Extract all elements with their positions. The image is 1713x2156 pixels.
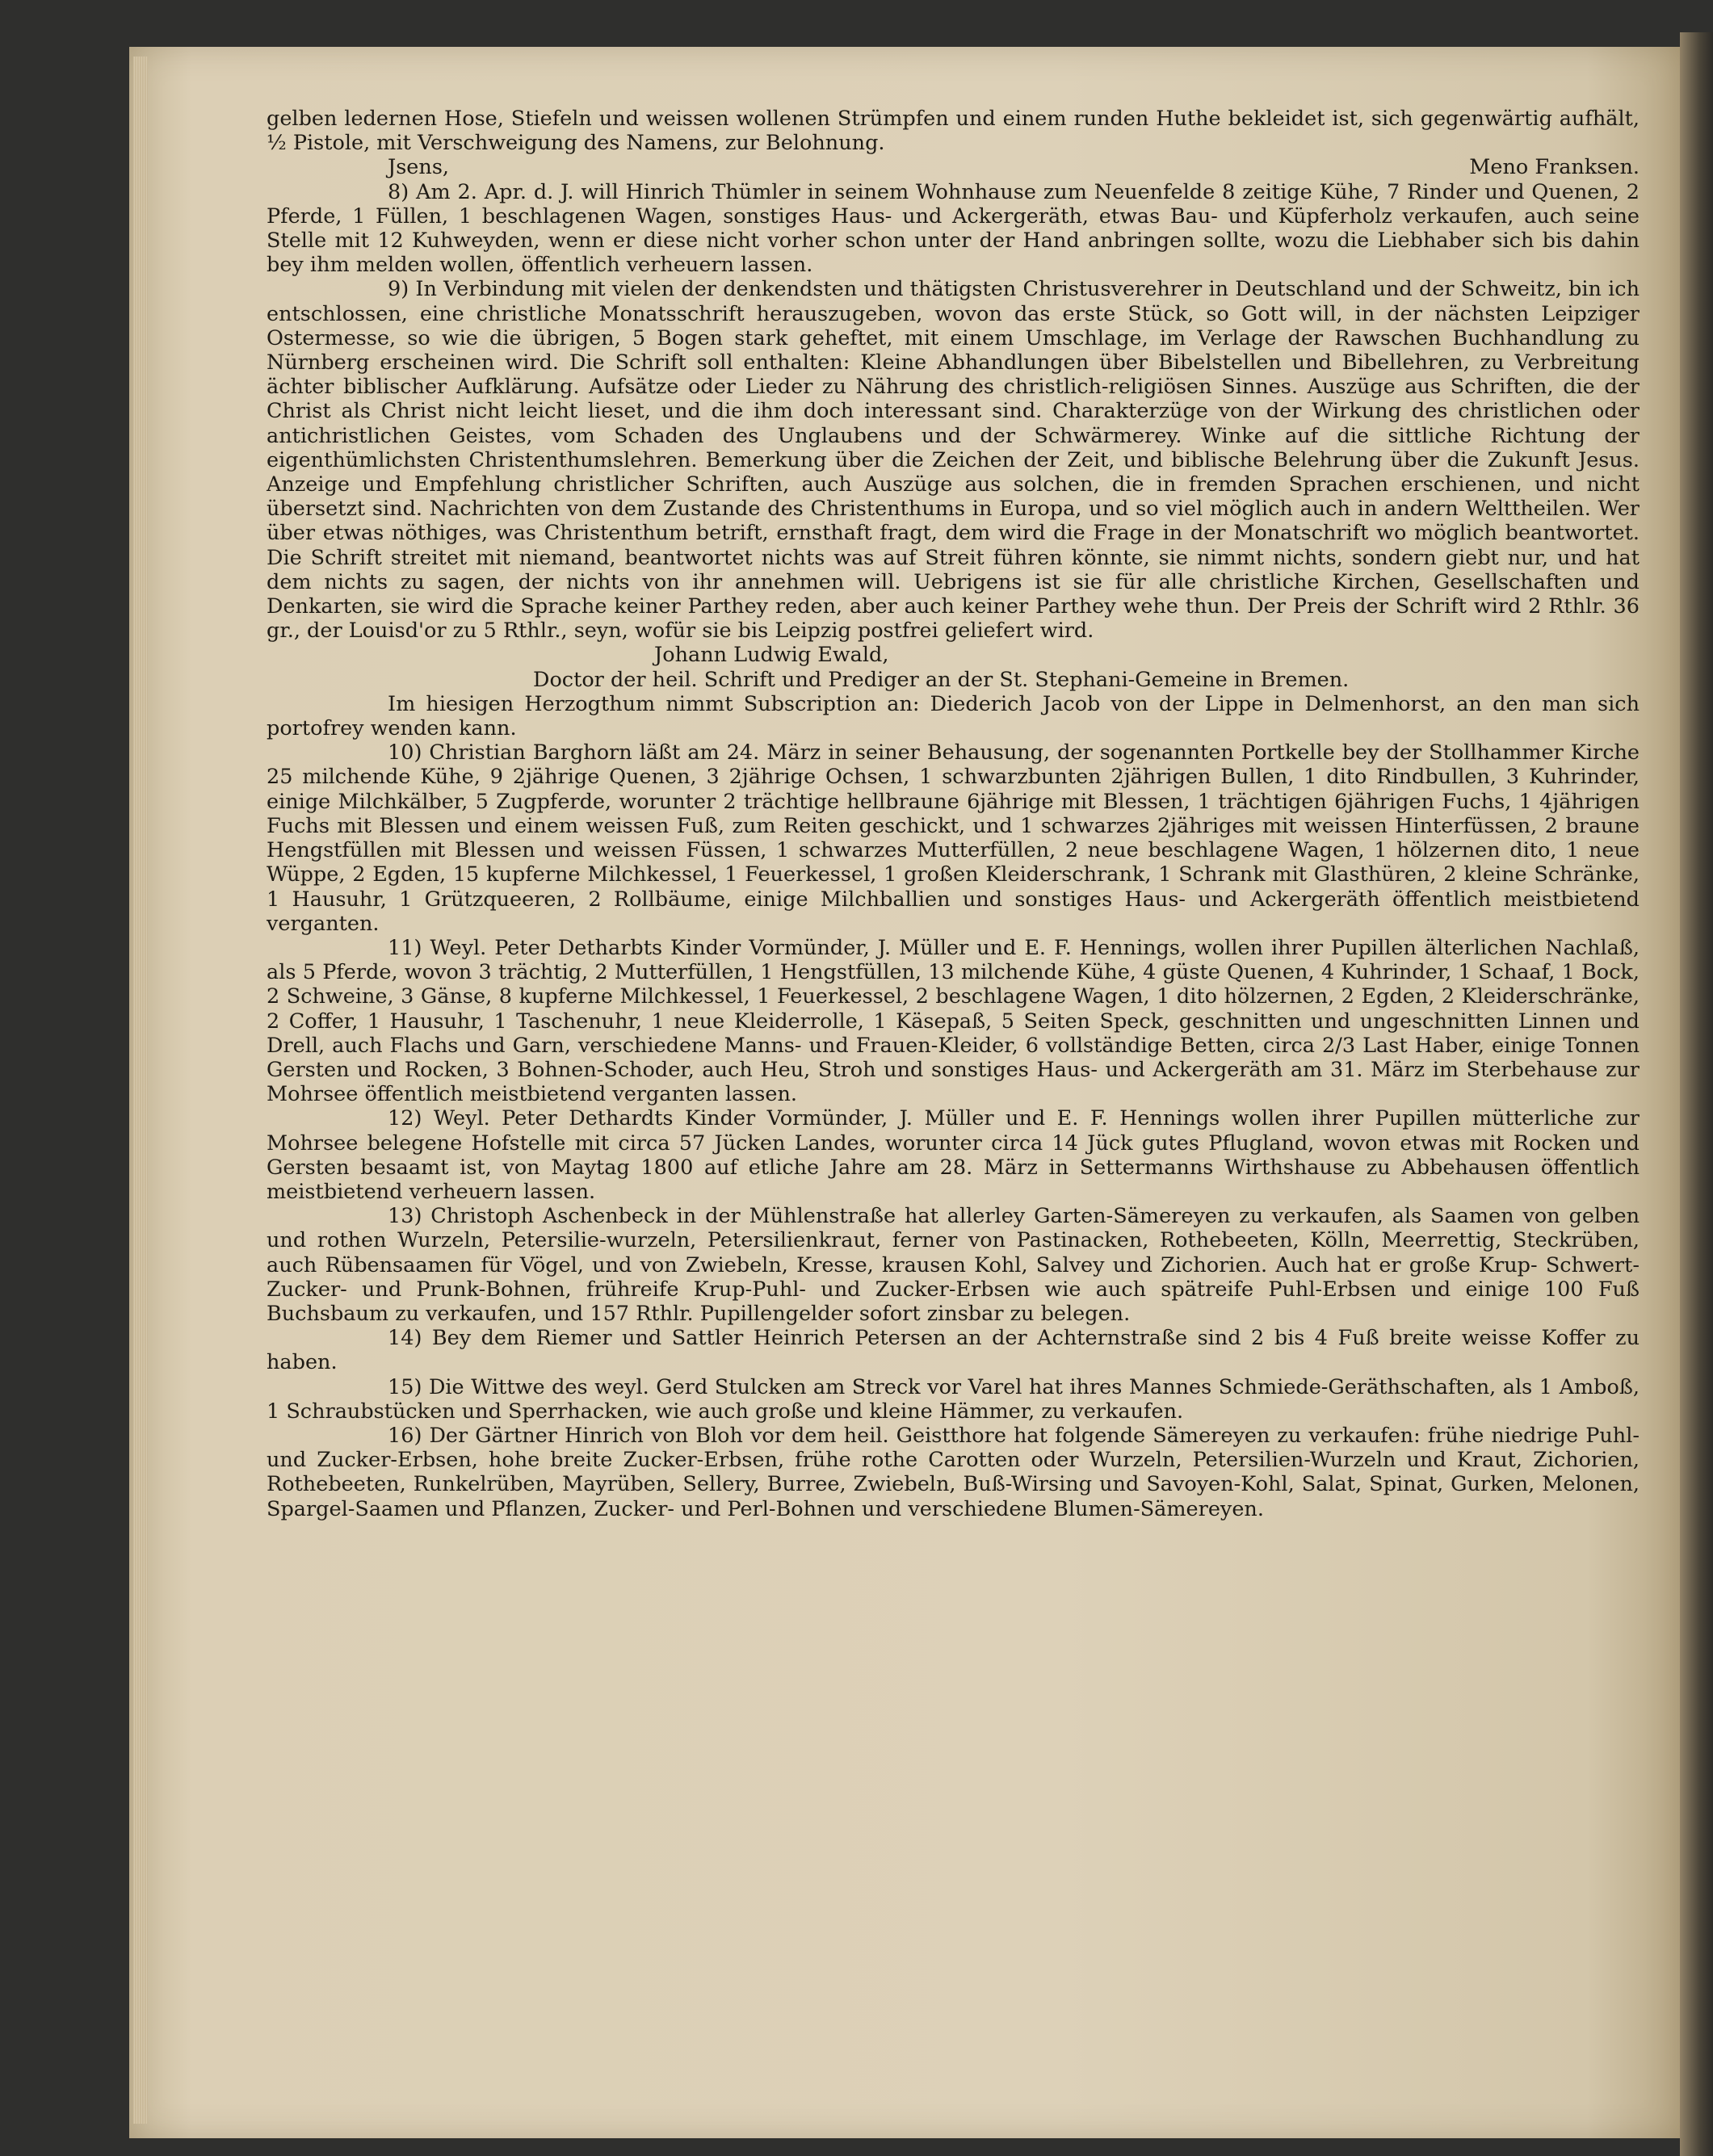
paragraph-8: 8) Am 2. Apr. d. J. will Hinrich Thümler in seinem Wohnhause zum Neuenfelde 8 zeitige Kühe, 7 Rinder und Quenen, 2 Pferde, 1 Füllen, 1 beschlagenen Wagen, sonstiges Haus- und Ackergeräth, etwas Bau- und Küpferholz verkaufen, auch seine Stelle mit 12 Kuhweyden, wenn er diese nicht vorher schon unter der Hand anbringen sollte, wozu die Liebhaber sich bis dahin bey ihm melden wollen, öffentlich verheuern lassen. [267,179,1640,278]
paragraph-12: 12) Weyl. Peter Dethardts Kinder Vormünder, J. Müller und E. F. Hennings wollen ihrer Pupillen mütterliche zur Mohrsee belegene Hofstelle mit circa 57 Jücken Landes, worunter circa 14 Jück gutes Pflugland, wovon etwas mit Rocken und Gersten besaamt ist, von Maytag 1800 auf etliche Jahre am 28. März in Settermanns Wirthshause zu Abbehausen öffentlich meistbietend verheuern lassen. [267,1106,1640,1204]
paragraph-11: 11) Weyl. Peter Detharbts Kinder Vormünder, J. Müller und E. F. Hennings, wollen ihrer Pupillen älterlichen Nachlaß, als 5 Pferde, wovon 3 trächtig, 2 Mutterfüllen, 1 Hengstfüllen, 13 milchende Kühe, 4 güste Quenen, 4 Kuhrinder, 1 Schaaf, 1 Bock, 2 Schweine, 3 Gänse, 8 kupferne Milchkessel, 1 Feuerkessel, 2 beschlagene Wagen, 1 dito hölzernen, 2 Egden, 2 Kleiderschränke, 2 Coffer, 1 Hausuhr, 1 Taschenuhr, 1 neue Kleiderrolle, 1 Käsepaß, 5 Seiten Speck, geschnitten und ungeschnitten Linnen und Drell, auch Flachs und Garn, verschiedene Manns- und Frauen-Kleider, 6 vollständige Betten, circa 2/3 Last Haber, einige Tonnen Gersten und Rocken, 3 Bohnen-Schoder, auch Heu, Stroh und sonstiges Haus- und Ackergeräth am 31. März im Sterbehause zur Mohrsee öffentlich meistbietend verganten lassen. [267,935,1640,1107]
page-edges [133,57,148,2124]
signature-ewald: Johann Ludwig Ewald, [654,643,889,668]
binding-shadow [1680,32,1713,2156]
paragraph-14: 14) Bey dem Riemer und Sattler Heinrich Petersen an der Achternstraße sind 2 bis 4 Fuß breite weisse Koffer zu haben. [267,1326,1640,1375]
paragraph-15: 15) Die Wittwe des weyl. Gerd Stulcken am Streck vor Varel hat ihres Mannes Schmiede-Geräthschaften, als 1 Amboß, 1 Schraubstücken und Sperrhacken, wie auch große und kleine Hämmer, zu verkaufen. [267,1374,1640,1424]
paragraph-16: 16) Der Gärtner Hinrich von Bloh vor dem heil. Geistthore hat folgende Sämereyen zu verkaufen: frühe niedrige Puhl- und Zucker-Erbsen, hohe breite Zucker-Erbsen, frühe rothe Carotten oder Wurzeln, Petersilien-Wurzeln und Kraut, Zichorien, Rothebeeten, Runkelrüben, Mayrüben, Sellery, Burree, Zwiebeln, Buß-Wirsing und Savoyen-Kohl, Salat, Spinat, Gurken, Melonen, Spargel-Saamen und Pflanzen, Zucker- und Perl-Bohnen und verschiedene Blumen-Sämereyen. [267,1423,1640,1521]
signature-place: Jsens, [388,155,450,180]
signature-name: Meno Franksen. [1469,155,1640,180]
paragraph-9: 9) In Verbindung mit vielen der denkendsten und thätigsten Christusverehrer in Deutschland und der Schweitz, bin ich entschlossen, eine christliche Monatsschrift herauszugeben, wovon das erste Stück, so Gott will, in der nächsten Leipziger Ostermesse, so wie die übrigen, 5 Bogen stark geheftet, mit einem Umschlage, im Verlage der Rawschen Buchhandlung zu Nürnberg erscheinen wird. Die Schrift soll enthalten: Kleine Abhandlungen über Bibelstellen und Bibellehren, zu Verbreitung ächter biblischer Aufklärung. Aufsätze oder Lieder zu Nährung des christlich-religiösen Sinnes. Auszüge aus Schriften, die der Christ als Christ nicht leicht lieset, und die ihm doch interessant sind. Charakterzüge von der Wirkung des christlichen oder antichristlichen Geistes, vom Schaden des Unglaubens und der Schwärmerey. Winke auf die sittliche Richtung der eigenthümlichsten Christenthumslehren. Bemerkung über die Zeichen der Zeit, und biblische Belehrung über die Zukunft Jesus. Anzeige und Empfehlung christlicher Schriften, auch Auszüge aus solchen, die in fremden Sprachen erschienen, und nicht übersetzt sind. Nachrichten von dem Zustande des Christenthums in Europa, und so viel möglich auch in andern Welttheilen. Wer über etwas nöthiges, was Christenthum betrift, ernsthaft fragt, dem wird die Frage in der Monatschrift wo möglich beantwortet. Die Schrift streitet mit niemand, beantwortet nichts was auf Streit führen könnte, sie nimmt nichts, sondern giebt nur, und hat dem nichts zu sagen, der nichts von ihr annehmen will. Uebrigens ist sie für alle christliche Kirchen, Gesellschaften und Denkarten, sie wird die Sprache keiner Parthey reden, aber auch keiner Parthey wehe thun. Der Preis der Schrift wird 2 Rthlr. 36 gr., der Louisd'or zu 5 Rthlr., seyn, wofür sie bis Leipzig postfrei geliefert wird. [267,277,1640,644]
signature-title: Doctor der heil. Schrift und Prediger an der St. Stephani-Gemeine in Bremen. [533,667,1350,692]
paragraph-0: gelben ledernen Hose, Stiefeln und weissen wollenen Strümpfen und einem runden Huthe bekleidet ist, sich gegenwärtig aufhält, ½ Pistole, mit Verschweigung des Namens, zur Belohnung. [267,107,1640,156]
paragraph-10: 10) Christian Barghorn läßt am 24. März in seiner Behausung, der sogenannten Portkelle bey der Stollhammer Kirche 25 milchende Kühe, 9 2jährige Quenen, 3 2jährige Ochsen, 1 schwarzbunten 2jährigen Bullen, 1 dito Rindbullen, 3 Kuhrinder, einige Milchkälber, 5 Zugpferde, worunter 2 trächtige hellbraune 6jährige mit Blessen, 1 trächtigen 6jährigen Fuchs, 1 4jährigen Fuchs mit Blessen und einem weissen Fuß, zum Reiten geschickt, und 1 schwarzes 2jähriges mit weissen Hinterfüssen, 2 braune Hengstfüllen mit Blessen und weissen Füssen, 1 schwarzes Mutterfüllen, 2 neue beschlagene Wagen, 1 hölzernen dito, 1 neue Wüppe, 2 Egden, 15 kupferne Milchkessel, 1 Feuerkessel, 1 großen Kleiderschrank, 1 Schrank mit Glasthüren, 2 kleine Schränke, 1 Hausuhr, 1 Grützqueeren, 2 Rollbäume, einige Milchballien und sonstiges Haus- und Ackergeräth öffentlich meistbietend verganten. [267,740,1640,936]
signature-row-0 [267,155,1640,179]
paragraph-13: 13) Christoph Aschenbeck in der Mühlenstraße hat allerley Garten-Sämereyen zu verkaufen, als Saamen von gelben und rothen Wurzeln, Petersilie-wurzeln, Petersilienkraut, ferner von Pastinacken, Rothebeeten, Kölln, Meerrettig, Steckrüben, auch Rübensaamen für Vögel, und von Zwiebeln, Kresse, krausen Kohl, Salvey und Zichorien. Auch hat er große Krup- Schwert- Zucker- und Prunk-Bohnen, frühreife Krup-Puhl- und Zucker-Erbsen wie auch spätreife Puhl-Erbsen und einige 100 Fuß Buchsbaum zu verkaufen, und 157 Rthlr. Pupillengelder sofort zinsbar zu belegen. [267,1204,1640,1326]
page-text [267,107,1640,1521]
paragraph-subscription: Im hiesigen Herzogthum nimmt Subscription an: Diederich Jacob von der Lippe in Delmenhorst, an den man sich portofrey wenden kann. [267,691,1640,741]
